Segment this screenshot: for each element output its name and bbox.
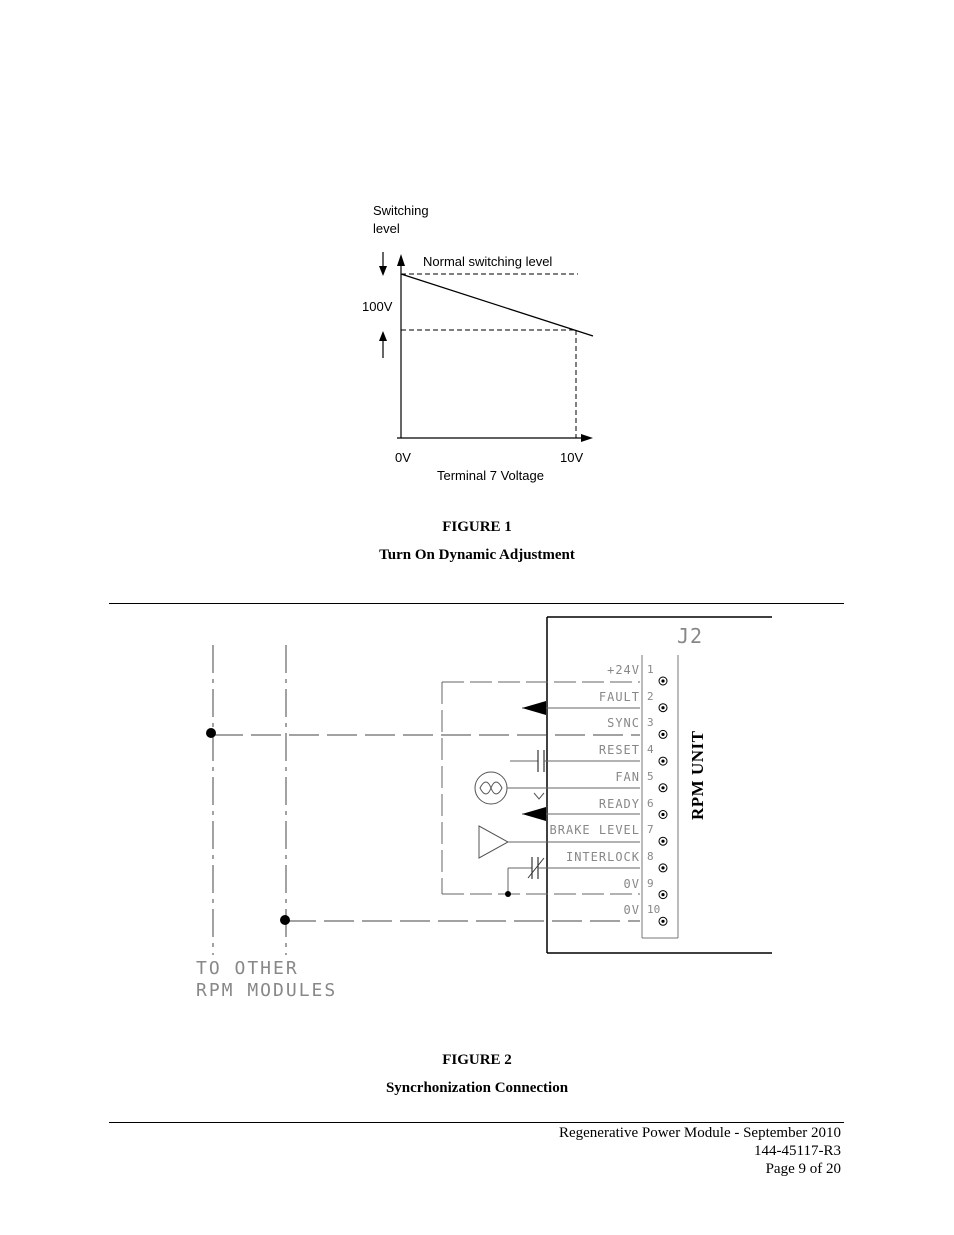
pin-name: +24V [607,663,640,677]
pin-terminal-dot [661,706,664,709]
bus-note-line1: TO OTHER [196,958,299,979]
pin-terminal-dot [661,866,664,869]
pin-name: 0V [623,876,640,891]
figure1-caption-number: FIGURE 1 [442,519,512,535]
pin-terminal-dot [661,813,664,816]
connector-label: J2 [677,624,704,648]
pin-number: 3 [647,716,654,730]
x-tick-end: 10V [560,450,584,465]
pin-terminal-dot [661,760,664,763]
pin-name: FAULT [598,689,640,704]
pin-name: RESET [598,743,640,758]
pin-terminal-dot [661,733,664,736]
pin-name: 0V [623,903,640,918]
x-tick-start: 0V [395,450,411,465]
normal-level-annotation: Normal switching level [423,254,553,269]
pin-name: INTERLOCK [565,849,640,864]
x-axis-label: Terminal 7 Voltage [437,468,544,483]
pin-number: 9 [647,876,654,890]
figure1-caption-title: Turn On Dynamic Adjustment [379,547,575,563]
bus-note-line2: RPM MODULES [196,980,338,1001]
level-value-label: 100V [362,299,393,314]
pin-terminal-dot [661,893,664,896]
pin-name: FAN [615,769,640,784]
pin-terminal-dot [661,920,664,923]
y-axis-label-line2: level [373,221,400,236]
pin-terminal-dot [661,679,664,682]
pin-number: 10 [647,903,661,917]
pin-name: BRAKE LEVEL [549,823,640,838]
figure2-caption-number: FIGURE 2 [442,1052,512,1068]
footer-doc-number: 144-45117-R3 [754,1143,841,1159]
footer-page-number: Page 9 of 20 [765,1161,841,1177]
footer-doc-title: Regenerative Power Module - September 2010 [558,1125,841,1141]
pin-terminal-dot [661,786,664,789]
pin-number: 4 [647,743,654,757]
pin-number: 5 [647,769,654,783]
pin-number: 8 [647,849,654,863]
pin-number: 1 [647,663,654,676]
footer-divider [109,1122,844,1123]
pin-number: 6 [647,796,654,810]
figure2-caption-title: Syncrhonization Connection [385,1080,569,1096]
pin-terminal-dot [661,840,664,843]
rpm-unit-label: RPM UNIT [688,730,707,820]
pin-number: 2 [647,689,654,703]
pin-number: 7 [647,823,654,837]
y-axis-label-line1: Switching [373,203,429,218]
pin-name: READY [598,796,640,811]
pin-name: SYNC [607,716,640,731]
